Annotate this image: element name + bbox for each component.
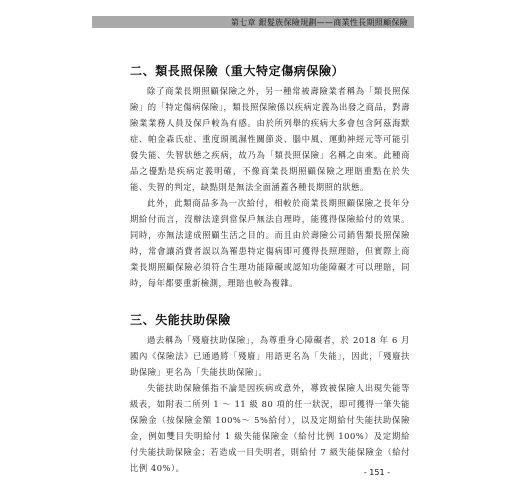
page-body	[130, 62, 410, 476]
section-heading: 三、失能扶助保險	[130, 313, 231, 327]
page-number: - 151 -	[363, 468, 390, 477]
paragraph: 除了商業長期照顧保險之外，另一種常被壽險業者稱為「類長照保險」的「特定傷病保險」，類長照保險係以疾病定義為出發之商品，對壽險業業務人員及保戶較為有感。由於所列舉的疾病大多會包含阿茲海默症、帕金森氏症、重度頭風濕性關節炎、腦中風、運動神經元等可能引發失能、失智狀態之疾病，故乃為「類長照保險」名稱之由來。此種商品之優點是疾病定義明確，不像商業長期照顧保險之理賠重點在於失能、失智的判定，缺點則是無法全面涵蓋各種長期照的狀態。	[130, 86, 410, 192]
running-header-bar	[92, 16, 414, 28]
section-heading: 二、類長照保險（重大特定傷病保險）	[130, 64, 345, 78]
paragraph: 失能扶助保險係指不論是因疾病或意外，導致被保險人出現失能等級表，如附表二所列 1 ～ 11 級 80 項的任一狀況，即可獲得一筆失能保險金（按保險金額 100%～ 5%給付），以及定期給付失能扶助保險金，例如雙目失明給付 1 級失能保險金（給付比例 100%）及定期給付失能扶助保險金；若造成一目失明者，則給付 7 級失能保險金（給付比例 40%）。	[130, 383, 410, 473]
section-disability-assistance-insurance	[130, 311, 410, 476]
running-header-title: 第七章 銀髮族保險規劃——商業性長期照顧保險	[230, 17, 408, 27]
section-long-term-care-like-insurance	[130, 62, 410, 291]
paragraph: 過去稱為「殘廢扶助保險」，為尊重身心障礙者，於 2018 年 6 月國內《保險法》已通過將「殘廢」用語更名為「失能」，因此，「殘廢扶助保險」更名為「失能扶助保險」。	[130, 335, 410, 377]
paragraph: 此外，此類商品多為一次給付，相較於商業長期照顧保險之長年分期給付而言，沒辦法達到當保戶無法自理時，能獲得保險給付的效果。同時，亦無法達成照顧生活之目的。而且由於壽險公司銷售類長照保險時，常會讓消費者誤以為罹患特定傷病即可獲得長照理賠，但實際上商業長期照顧保險必須符合生理功能障礙或認知功能障礙才可以理賠，同時，每年都要重新檢測，理賠也較為複雜。	[130, 198, 410, 288]
